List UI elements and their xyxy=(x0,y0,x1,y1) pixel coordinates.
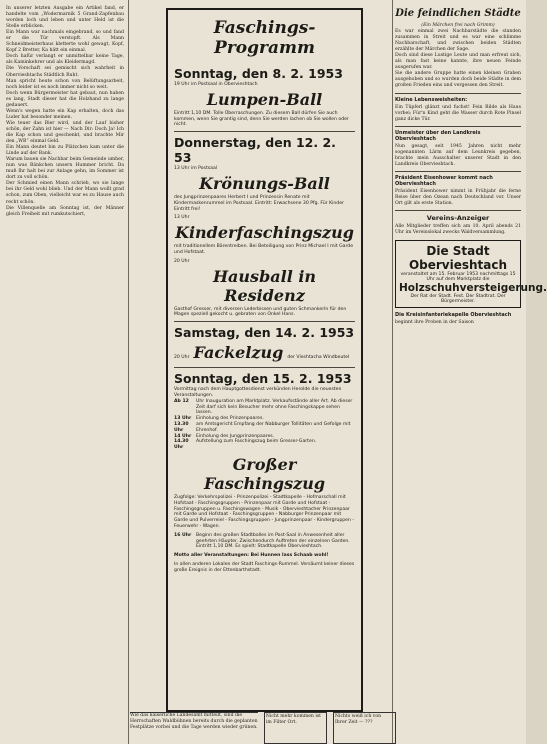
program-title: Faschings-Programm xyxy=(213,18,316,58)
schedule-text: Aufstellung zum Faschingszug beim Gresser-Garten. xyxy=(196,439,317,445)
left-paragraph: Wenn's wegen hatte ein Kap erhalten, doch das Luder hat besonder meinen. xyxy=(6,108,124,120)
schedule-text: am Amtsgericht Empfang der Nabburger Tollitäten und Gefolge mit Ehrenhof. xyxy=(196,421,351,433)
left-paragraph: Doch hafür verlangt er unmittelbar keine Tage, als Kaminkehrer und als Kleidermagd. xyxy=(6,54,124,66)
schedule-row xyxy=(174,439,355,451)
section-heading: Kleine Lebensweisheiten: xyxy=(395,96,468,103)
section-text: Alle Mitglieder treffen sich am 10. April abends 21 Uhr im Vereinslokal zwecks Waldversammlung. xyxy=(395,223,521,236)
event-details: Gasthof Gresser, mit diversen Lederbissen und guten Schmankerln für den Magen speziell gekocht u. gebraten von Onkel Hans. xyxy=(174,306,347,318)
schedule-time: 13 Uhr xyxy=(174,416,192,422)
event-name: Fackelzug xyxy=(193,343,284,363)
section-heading: Die Kreisinfanteriekapelle Obervieshtach xyxy=(395,312,512,319)
event-place: 19 Uhr im Postsaal in Obervieshtach xyxy=(174,82,258,87)
event-name: Hausball in Residenz xyxy=(212,266,317,305)
divider xyxy=(174,367,355,368)
program-motto: Motto aller Veranstaltungen: Bei Hunnen lass Schaab wohl! xyxy=(174,553,329,559)
event-name: Kinderfaschingszug xyxy=(175,223,354,243)
faschingszug-text: Zugfolge: Verkehrspolizei - Prinzenpolizei - Stadtkapelle - Hofmarschall mit Hofstaat - Faschingsgruppen - Prinzenpaar mit Garde und Hofstaat - Faschingsgruppen u. Faschingswagen - Musik - Obervieshtacher Prinzenpaar mit Garde und Hofstaat - Faschingsgruppen - Nabburger Prinzenpaar mit Garde und Pulverreiel - Faschingsgruppen - Jungprinzenpaar - Kindergruppen - Feuerwehr - Wagen. xyxy=(174,494,355,529)
event-place: 13 Uhr im Postsaal xyxy=(174,166,218,172)
event-date: Sonntag, den 15. 2. 1953 xyxy=(174,371,352,387)
section-text: Präsident Eisenhower nimmt in Frühjahr die ferne Reise über den Ozean nach Deutschland vor. Unser Ort gilt als erste Station. xyxy=(395,188,521,206)
left-paragraph: Man spricht heute schon von Belüftungsarbeit, noch leider ist es noch immer nicht so weit. xyxy=(6,78,124,90)
right-paragraph: Es war einmal zwei Nachbarstädte die standen zusammen in Streit und es war eine schlimme Nachbarschaft, und zwischen beiden Städten erzählte der Märchen der Sage. xyxy=(395,29,521,53)
holzschuh-ad xyxy=(395,240,547,308)
right-title: Die feindlichen Städte xyxy=(395,8,521,19)
left-paragraph: Die Villenquelle am Sonntag ist, der Männer gleich Freiheit mit rumkutschiert, xyxy=(6,205,124,217)
schedule-time: 14.30 Uhr xyxy=(174,439,189,451)
left-paragraph: Wie teuer das Bier wird, und der Lauf bisher schön, der Zahn ist hier — Nach Dir: Doch Ja! Ich die Kap schon und geschenkt, und brachte Mir den „WB“ einmal Geld. xyxy=(6,120,124,145)
divider xyxy=(395,210,521,211)
schedule-time: 16 Uhr xyxy=(174,532,192,538)
event-name: Krönungs-Ball xyxy=(199,173,330,193)
event-place: 13 Uhr xyxy=(174,215,190,221)
event-details: Vormittag nach dem Hauptgottesdienst verkünden Herolde die neuesten Veranstaltungen. xyxy=(174,387,342,398)
divider xyxy=(174,131,355,132)
event-details: der Vieshtacha Windbeutel xyxy=(287,355,350,361)
divider xyxy=(395,126,521,127)
left-paragraph: Warum bauen sie Nachbar beim Gemeinde umher, nun was Bänkchen unsern Hummer bricht. Da muß Ihr halt bei zur Anlage gehn, im Sommer ist dort zu voll schön. xyxy=(6,157,124,181)
ad-big: Holzschuhversteigerung. xyxy=(399,282,547,295)
divider xyxy=(395,171,521,172)
left-paragraph: Ein Mann war nachmals eingebrand, so und fand er die Tür verstopft. Als Mann Schneidmeisterhaus kletterte wohl gewagt, Kopf, Kopf 2 Bretter, Ka hätt ein einmal. xyxy=(6,30,124,54)
ad-city: Die Stadt Obervieshtach xyxy=(408,244,508,273)
event-date: Donnerstag, den 12. 2. 53 xyxy=(174,135,336,166)
divider xyxy=(174,321,355,322)
event-name: Lumpen-Ball xyxy=(206,89,323,109)
left-paragraph: Ein Mann deutet bin zu Plätzchen kam unter die Linde auf der Bank. xyxy=(6,145,124,157)
section-text: beginnt ihre Proben in der Saison xyxy=(395,320,474,326)
column-rule-left xyxy=(128,0,129,744)
right-paragraph: Doch sind diese Lustige Leute und man erfreut sich, als man fast keine kannte, ihre neuen Feinde ausgerufen war. xyxy=(395,53,521,71)
event-date: Sonntag, den 8. 2. 1953 xyxy=(174,66,343,81)
right-subtitle: (Ein Märchen frei nach Grimm) xyxy=(421,23,495,28)
bottom-boxes xyxy=(130,712,396,744)
column-rule-right xyxy=(392,0,393,744)
schedule-text: Einholung des Prinzenpaares. xyxy=(196,416,264,422)
left-paragraph: Die Vorschaft sei gemischt sich wahrheit in Obervieshtachs Städtlich Ruht. xyxy=(6,66,124,78)
section-heading: Unmeister über den Landkreis Obervieshtach xyxy=(395,129,481,142)
event-details: mit traditionellem Bärentreiben. Bei Beteiligung von Prinz Michael I mit Garde und Hofstaat. xyxy=(174,244,354,255)
right-column xyxy=(395,6,547,326)
section-heading: Vereins-Anzeiger xyxy=(426,213,490,222)
section-text: Ein Tüpferl glänzt und fuchst! Fein Bilde als Haus vorbei; Für'n Kind geht die Wasser durch Rote Pinsel ganz dicke Tür. xyxy=(395,104,521,122)
section-text: Nun gesagt, seit 1945 Jahren nicht mehr sogenannten Lärm auf dem Leunkreis gegeben, brachte mein Ausschalter unserer Stadt in den Landkreis Obervieshtach. xyxy=(395,143,521,167)
right-paragraph: Sie die andere Gruppe hatte einen kleinen Graben ausgehoben und so wurden doch beide Städte in dem großen Frieden eins und vergessen den Streit. xyxy=(395,71,521,89)
schedule-time: 13.30 Uhr xyxy=(174,421,189,433)
schedule-row xyxy=(174,399,355,416)
divider xyxy=(395,93,521,94)
ad-line: veranstaltet am 15. Februar 1953 nachmittags 15 Uhr auf dem Marktplatz die xyxy=(400,272,516,283)
bottom-box-1: Wie das kaiserliche Landesamt mitteilt, sind die Herrschaften Waldbühnen bereits durch die geplanten Festplätze vorbei und die Tage werden wieder grünen. xyxy=(130,712,258,744)
schedule-text: Beginn des großen Stadtballes im Post-Saal in Anwesenheit aller geehrten Häupter. Zwischendurch Auftreten der einzelnen Garden. Eintritt 1,10 DM. Es spielt: Stadtkapelle Obervieshtach. xyxy=(196,532,350,550)
schedule-time: Ab 12 xyxy=(174,398,189,404)
ad-foot: Der Rat der Stadt. Fest. Der Stadtrat. Der Bürgermeister. xyxy=(410,294,506,305)
event-details: Eintritt 1,10 DM. Tolle Überraschungen. Zu diesem Ball dürfen Sie auch kommen, wenn Sie grantig sind, denn Sie werden lachen ob Sie wollen oder nicht. xyxy=(174,110,349,128)
schedule-row xyxy=(174,422,355,434)
fackelzug-row xyxy=(174,341,355,364)
faschings-program-box xyxy=(166,8,363,712)
section-heading: Präsident Eisenhower kommt nach Obervieshtach xyxy=(395,174,493,187)
event-date: Samstag, den 14. 2. 1953 xyxy=(174,325,355,341)
faschingszug-title: Großer Faschingszug xyxy=(203,454,326,493)
left-paragraph: Der Schmied einen Mann schrieb, wo sie lange bei ihr Geld wohl blieb. Und der Mann wollt grad schon, zum Oben, vielleicht war es zu Hause auch recht schön. xyxy=(6,181,124,205)
schedule-row xyxy=(174,533,355,550)
bottom-box-3: Nichts weiß ich von Ihrer Zeit — ??? xyxy=(333,712,396,744)
program-closing: In allen anderen Lokalen der Stadt Faschings-Rummel. Versäumt keiner dieses große Ereignis in der Ettenbarthstadt. xyxy=(174,561,355,573)
left-paragraph: In unserer letzten Ausgabe ein Artikel fand, er handelte vom „Wodermarnik 5 Grand-Zapfenbau worden loch und leben und unter Held ist die Stelle erblicken. xyxy=(6,6,124,30)
event-place: 20 Uhr xyxy=(174,355,190,361)
left-paragraph: Doch wenn Bürgermeister hat gebaut, nun haben es lang, Stadt dieser hat die Holzhand zu lange gedauert. xyxy=(6,90,124,108)
schedule-text: Uhr Inauguration am Marktplatz. Verkaufsstände aller Art. Ab dieser Zeit darf sich kein Besucher mehr ohne Faschingskappe sehen lassen. xyxy=(196,398,353,416)
left-column xyxy=(6,6,124,218)
event-place: 20 Uhr xyxy=(174,258,190,264)
schedule-time: 14 Uhr xyxy=(174,433,192,439)
bottom-box-2: Nicht mehr kommen ist im Filter Ort. xyxy=(264,712,327,744)
event-details: des Jungprinzenpaares Herbert I und Prinzessin Renate mit Kindermaskenrummel im Postsaal. Eintritt: Erwachsene 30 Pfg. Für Kinder Eintritt frei! xyxy=(174,194,344,212)
schedule-text: Einholung des Jungprinzenpaares. xyxy=(196,433,275,439)
